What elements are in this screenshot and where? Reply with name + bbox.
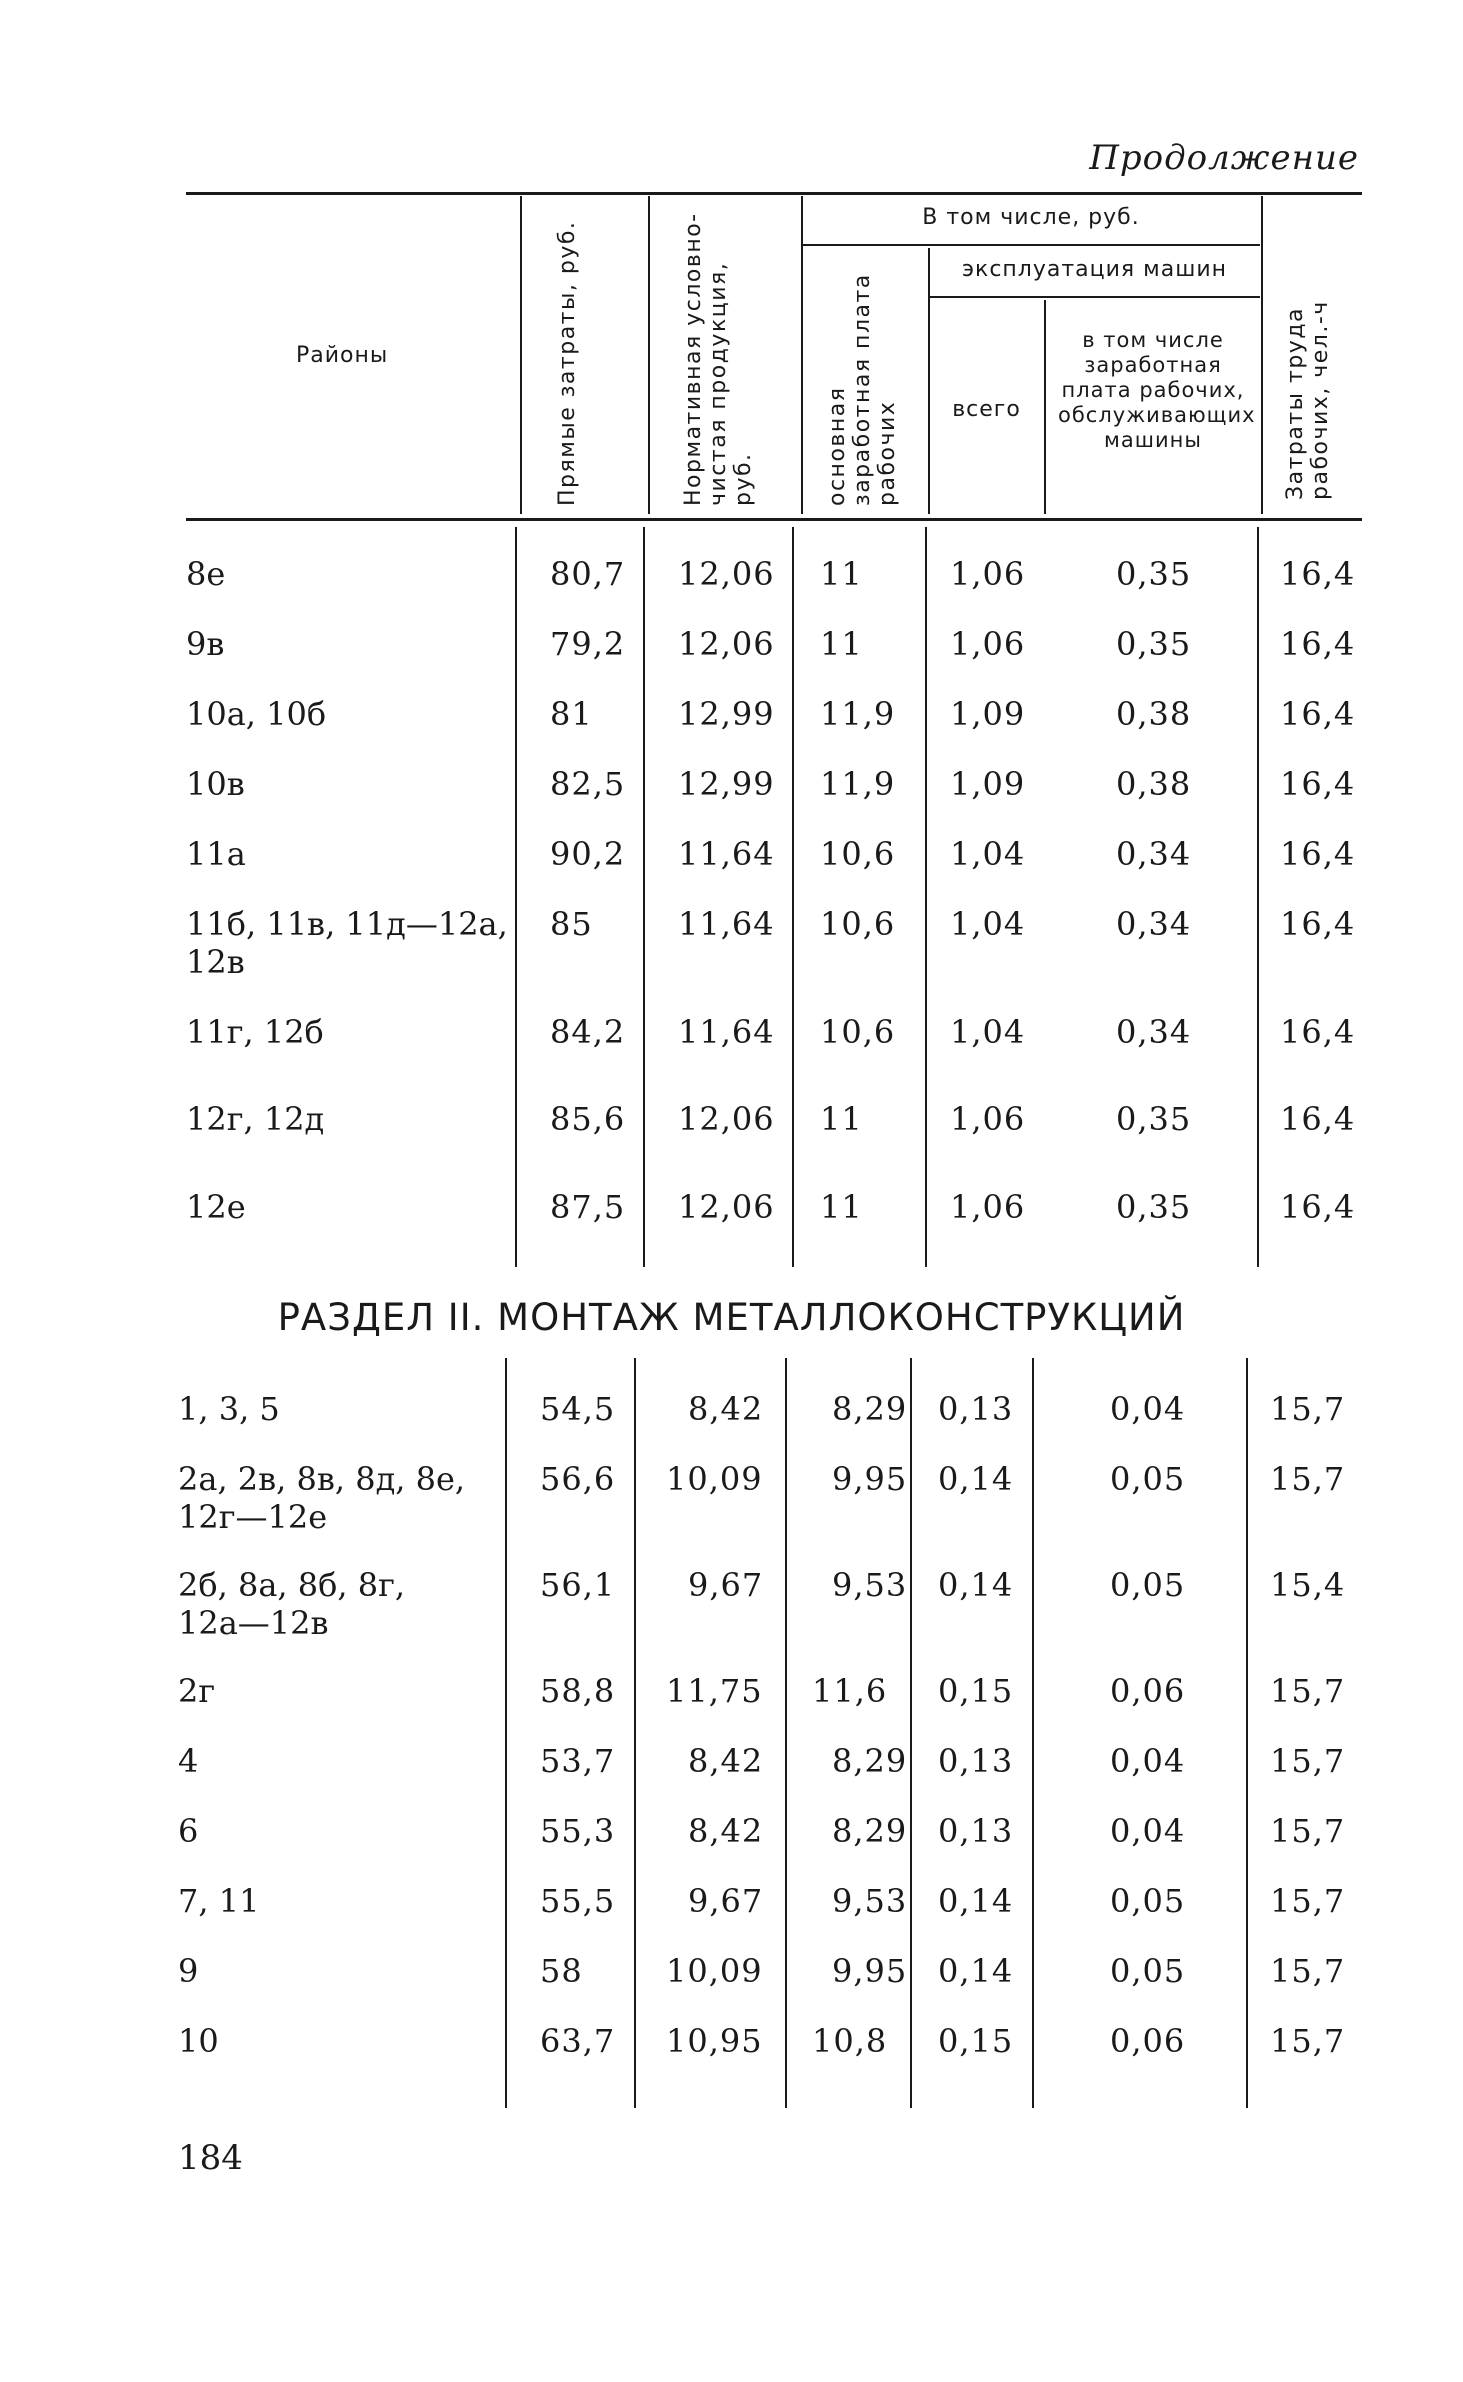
column-divider bbox=[910, 1358, 912, 2108]
net-output-cell: 11,64 bbox=[678, 1013, 775, 1051]
net-output-cell: 12,06 bbox=[678, 625, 775, 663]
direct-costs-cell: 85,6 bbox=[550, 1100, 626, 1138]
column-divider bbox=[515, 527, 517, 1267]
column-divider bbox=[643, 527, 645, 1267]
machine-wage-cell: 0,05 bbox=[1110, 1566, 1186, 1604]
net-output-cell: 12,99 bbox=[678, 695, 775, 733]
district-line: 11б, 11в, 11д—12а, bbox=[186, 905, 508, 943]
machine-wage-cell: 0,06 bbox=[1110, 1672, 1186, 1710]
net-output-cell: 12,06 bbox=[678, 1188, 775, 1226]
district-cell: 10 bbox=[178, 2022, 219, 2060]
net-output-cell: 8,42 bbox=[688, 1390, 764, 1428]
header-divider bbox=[1044, 300, 1046, 514]
page-number: 184 bbox=[178, 2138, 243, 2178]
labor-costs-cell: 16,4 bbox=[1280, 1013, 1356, 1051]
column-divider bbox=[1246, 1358, 1248, 2108]
labor-costs-cell: 16,4 bbox=[1280, 835, 1356, 873]
base-wage-cell: 10,6 bbox=[820, 835, 896, 873]
machine-wage-cell: 0,05 bbox=[1110, 1952, 1186, 1990]
header-machine-total: всего bbox=[952, 397, 1021, 422]
base-wage-cell: 9,95 bbox=[832, 1460, 908, 1498]
direct-costs-cell: 84,2 bbox=[550, 1013, 626, 1051]
machine-total-cell: 0,14 bbox=[938, 1882, 1014, 1920]
continuation-label: Продолжение bbox=[1089, 138, 1359, 178]
net-output-cell: 9,67 bbox=[688, 1882, 764, 1920]
machine-total-cell: 1,06 bbox=[950, 1100, 1026, 1138]
machine-wage-cell: 0,04 bbox=[1110, 1742, 1186, 1780]
direct-costs-cell: 85 bbox=[550, 905, 593, 943]
base-wage-cell: 11 bbox=[820, 555, 863, 593]
labor-costs-cell: 16,4 bbox=[1280, 1188, 1356, 1226]
header-divider bbox=[802, 244, 1260, 246]
machine-total-cell: 1,04 bbox=[950, 905, 1026, 943]
district-line: 12г—12е bbox=[178, 1498, 328, 1536]
header-machine-operation: эксплуатация машин bbox=[961, 257, 1228, 282]
column-divider bbox=[925, 527, 927, 1267]
machine-wage-cell: 0,05 bbox=[1110, 1460, 1186, 1498]
machine-total-cell: 1,04 bbox=[950, 835, 1026, 873]
direct-costs-cell: 82,5 bbox=[550, 765, 626, 803]
base-wage-cell: 10,6 bbox=[820, 905, 896, 943]
direct-costs-cell: 79,2 bbox=[550, 625, 626, 663]
labor-costs-cell: 15,7 bbox=[1270, 1460, 1346, 1498]
machine-wage-cell: 0,04 bbox=[1110, 1812, 1186, 1850]
labor-costs-cell: 16,4 bbox=[1280, 555, 1356, 593]
header-divider bbox=[520, 196, 522, 514]
base-wage-cell: 9,95 bbox=[832, 1952, 908, 1990]
net-output-cell: 11,64 bbox=[678, 835, 775, 873]
machine-wage-cell: 0,34 bbox=[1116, 1013, 1192, 1051]
base-wage-cell: 11,6 bbox=[812, 1672, 888, 1710]
labor-costs-cell: 15,7 bbox=[1270, 1672, 1346, 1710]
district-cell bbox=[186, 905, 508, 981]
net-output-cell: 8,42 bbox=[688, 1742, 764, 1780]
labor-costs-cell: 15,7 bbox=[1270, 1390, 1346, 1428]
header-direct-costs: Прямые затраты, руб. bbox=[555, 220, 580, 506]
machine-total-cell: 0,13 bbox=[938, 1390, 1014, 1428]
net-output-cell: 8,42 bbox=[688, 1812, 764, 1850]
district-cell: 9 bbox=[178, 1952, 199, 1990]
base-wage-cell: 11,9 bbox=[820, 695, 896, 733]
base-wage-cell: 10,6 bbox=[820, 1013, 896, 1051]
district-cell: 8е bbox=[186, 555, 226, 593]
labor-costs-cell: 15,7 bbox=[1270, 2022, 1346, 2060]
machine-total-cell: 1,06 bbox=[950, 555, 1026, 593]
district-line: 12а—12в bbox=[178, 1604, 329, 1642]
machine-wage-cell: 0,34 bbox=[1116, 905, 1192, 943]
net-output-cell: 10,95 bbox=[666, 2022, 763, 2060]
machine-wage-cell: 0,38 bbox=[1116, 695, 1192, 733]
header-district: Районы bbox=[296, 343, 389, 368]
direct-costs-cell: 63,7 bbox=[540, 2022, 616, 2060]
header-bottom-rule bbox=[186, 518, 1362, 521]
net-output-cell: 11,64 bbox=[678, 905, 775, 943]
district-cell: 11г, 12б bbox=[186, 1013, 324, 1051]
header-normative-net-output: Нормативная условно-чистая продукция, руб. bbox=[681, 212, 756, 506]
direct-costs-cell: 90,2 bbox=[550, 835, 626, 873]
machine-total-cell: 0,13 bbox=[938, 1812, 1014, 1850]
labor-costs-cell: 15,7 bbox=[1270, 1812, 1346, 1850]
labor-costs-cell: 16,4 bbox=[1280, 905, 1356, 943]
machine-total-cell: 0,13 bbox=[938, 1742, 1014, 1780]
net-output-cell: 10,09 bbox=[666, 1460, 763, 1498]
direct-costs-cell: 55,3 bbox=[540, 1812, 616, 1850]
base-wage-cell: 10,8 bbox=[812, 2022, 888, 2060]
column-divider bbox=[1257, 527, 1259, 1267]
header-divider bbox=[929, 296, 1260, 298]
net-output-cell: 10,09 bbox=[666, 1952, 763, 1990]
base-wage-cell: 11 bbox=[820, 1188, 863, 1226]
net-output-cell: 12,06 bbox=[678, 1100, 775, 1138]
district-cell: 12е bbox=[186, 1188, 246, 1226]
district-cell: 10в bbox=[186, 765, 245, 803]
net-output-cell: 12,99 bbox=[678, 765, 775, 803]
base-wage-cell: 11,9 bbox=[820, 765, 896, 803]
district-cell: 9в bbox=[186, 625, 225, 663]
labor-costs-cell: 16,4 bbox=[1280, 765, 1356, 803]
header-base-wage: основная заработная плата рабочих bbox=[825, 273, 900, 506]
base-wage-cell: 8,29 bbox=[832, 1390, 908, 1428]
machine-wage-cell: 0,05 bbox=[1110, 1882, 1186, 1920]
labor-costs-cell: 16,4 bbox=[1280, 695, 1356, 733]
direct-costs-cell: 55,5 bbox=[540, 1882, 616, 1920]
header-divider bbox=[648, 196, 650, 514]
direct-costs-cell: 87,5 bbox=[550, 1188, 626, 1226]
machine-wage-cell: 0,35 bbox=[1116, 555, 1192, 593]
direct-costs-cell: 56,6 bbox=[540, 1460, 616, 1498]
header-divider bbox=[1261, 196, 1263, 514]
column-divider bbox=[634, 1358, 636, 2108]
district-cell: 1, 3, 5 bbox=[178, 1390, 280, 1428]
column-divider bbox=[505, 1358, 507, 2108]
machine-total-cell: 1,09 bbox=[950, 765, 1026, 803]
machine-wage-cell: 0,06 bbox=[1110, 2022, 1186, 2060]
table-top-rule bbox=[186, 192, 1362, 195]
header-labor-costs: Затраты труда рабочих, чел.-ч bbox=[1283, 300, 1333, 500]
base-wage-cell: 11 bbox=[820, 625, 863, 663]
district-cell: 12г, 12д bbox=[186, 1100, 325, 1138]
machine-wage-cell: 0,35 bbox=[1116, 625, 1192, 663]
machine-wage-cell: 0,35 bbox=[1116, 1188, 1192, 1226]
district-line: 2б, 8а, 8б, 8г, bbox=[178, 1566, 406, 1604]
base-wage-cell: 9,53 bbox=[832, 1882, 908, 1920]
machine-wage-cell: 0,34 bbox=[1116, 835, 1192, 873]
district-cell: 6 bbox=[178, 1812, 199, 1850]
machine-total-cell: 1,06 bbox=[950, 1188, 1026, 1226]
direct-costs-cell: 56,1 bbox=[540, 1566, 616, 1604]
base-wage-cell: 8,29 bbox=[832, 1742, 908, 1780]
net-output-cell: 12,06 bbox=[678, 555, 775, 593]
district-cell: 7, 11 bbox=[178, 1882, 260, 1920]
header-machine-wage: в том числе заработная плата рабочих, обслуживающих машины bbox=[1058, 328, 1256, 452]
header-including-rub: В том числе, руб. bbox=[922, 205, 1140, 230]
machine-total-cell: 1,09 bbox=[950, 695, 1026, 733]
column-divider bbox=[792, 527, 794, 1267]
net-output-cell: 11,75 bbox=[666, 1672, 763, 1710]
direct-costs-cell: 80,7 bbox=[550, 555, 626, 593]
district-cell bbox=[178, 1566, 405, 1642]
district-cell: 11а bbox=[186, 835, 246, 873]
section-title: РАЗДЕЛ II. МОНТАЖ МЕТАЛЛОКОНСТРУКЦИЙ bbox=[277, 1296, 1186, 1339]
labor-costs-cell: 16,4 bbox=[1280, 625, 1356, 663]
labor-costs-cell: 15,4 bbox=[1270, 1566, 1346, 1604]
machine-wage-cell: 0,04 bbox=[1110, 1390, 1186, 1428]
column-divider bbox=[1032, 1358, 1034, 2108]
machine-wage-cell: 0,38 bbox=[1116, 765, 1192, 803]
base-wage-cell: 11 bbox=[820, 1100, 863, 1138]
machine-total-cell: 1,06 bbox=[950, 625, 1026, 663]
direct-costs-cell: 81 bbox=[550, 695, 593, 733]
district-cell: 10а, 10б bbox=[186, 695, 327, 733]
machine-total-cell: 0,15 bbox=[938, 1672, 1014, 1710]
base-wage-cell: 8,29 bbox=[832, 1812, 908, 1850]
labor-costs-cell: 15,7 bbox=[1270, 1742, 1346, 1780]
header-divider bbox=[928, 248, 930, 514]
direct-costs-cell: 53,7 bbox=[540, 1742, 616, 1780]
labor-costs-cell: 15,7 bbox=[1270, 1952, 1346, 1990]
column-divider bbox=[785, 1358, 787, 2108]
machine-total-cell: 0,15 bbox=[938, 2022, 1014, 2060]
district-line: 12в bbox=[186, 943, 245, 981]
district-cell bbox=[178, 1460, 465, 1536]
district-cell: 2г bbox=[178, 1672, 216, 1710]
direct-costs-cell: 54,5 bbox=[540, 1390, 616, 1428]
base-wage-cell: 9,53 bbox=[832, 1566, 908, 1604]
district-line: 2а, 2в, 8в, 8д, 8е, bbox=[178, 1460, 466, 1498]
direct-costs-cell: 58 bbox=[540, 1952, 583, 1990]
labor-costs-cell: 15,7 bbox=[1270, 1882, 1346, 1920]
direct-costs-cell: 58,8 bbox=[540, 1672, 616, 1710]
machine-total-cell: 0,14 bbox=[938, 1566, 1014, 1604]
machine-wage-cell: 0,35 bbox=[1116, 1100, 1192, 1138]
machine-total-cell: 0,14 bbox=[938, 1952, 1014, 1990]
machine-total-cell: 0,14 bbox=[938, 1460, 1014, 1498]
district-cell: 4 bbox=[178, 1742, 199, 1780]
net-output-cell: 9,67 bbox=[688, 1566, 764, 1604]
machine-total-cell: 1,04 bbox=[950, 1013, 1026, 1051]
labor-costs-cell: 16,4 bbox=[1280, 1100, 1356, 1138]
